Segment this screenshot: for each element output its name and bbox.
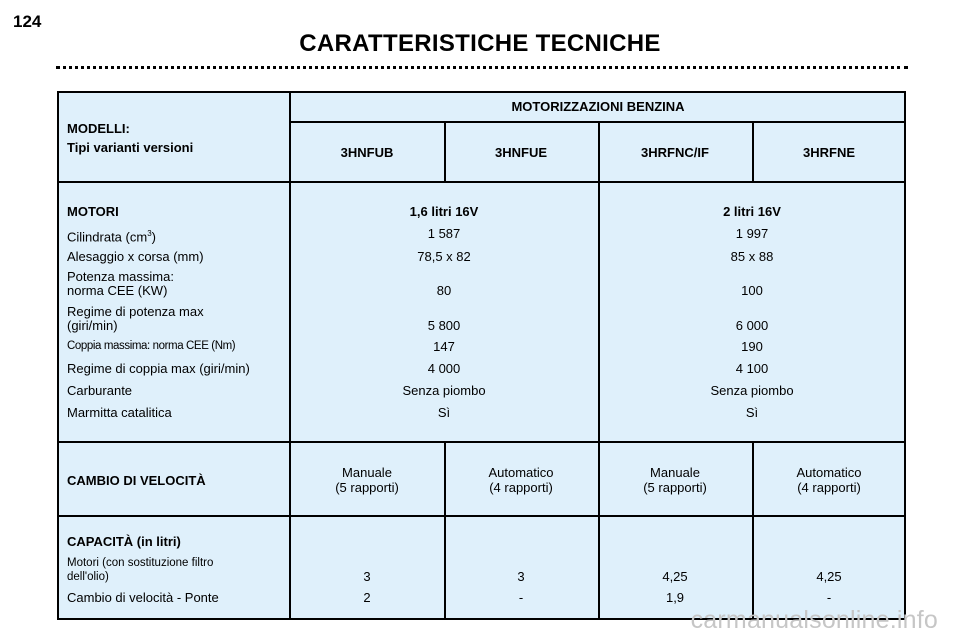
variants-label: Tipi varianti versioni <box>67 140 194 155</box>
column-header: 3HRFNC/IF <box>641 145 709 160</box>
spec-value: Sì <box>437 405 451 420</box>
capacity-label: dell'olio) <box>67 571 109 583</box>
grid-line <box>598 121 600 620</box>
spec-label: Alesaggio x corsa (mm) <box>67 249 204 264</box>
gearbox-cell: Automatico (4 rapporti) <box>796 465 862 495</box>
spec-value: 4 100 <box>735 361 769 376</box>
grid-line <box>289 93 291 620</box>
gearbox-cell: Manuale (5 rapporti) <box>643 465 707 495</box>
spec-value: 1 587 <box>427 226 461 241</box>
spec-label: Coppia massima: norma CEE (Nm) <box>67 340 236 352</box>
section-label-capacita: CAPACITÀ (in litri) <box>67 534 181 549</box>
page-number: 124 <box>13 12 42 31</box>
spec-label: (giri/min) <box>67 318 118 333</box>
gearbox-cell: Automatico (4 rapporti) <box>488 465 554 495</box>
capacity-value: 1,9 <box>665 590 685 605</box>
capacity-value: - <box>518 590 524 605</box>
capacity-value: 3 <box>517 569 525 584</box>
dotted-rule <box>56 66 908 69</box>
column-header: 3HRFNE <box>802 145 856 160</box>
capacity-value: - <box>826 590 832 605</box>
engine-1-title: 1,6 litri 16V <box>409 204 479 219</box>
capacity-label: Motori (con sostituzione filtro <box>67 557 214 569</box>
column-header: 3HNFUE <box>494 145 548 160</box>
spec-value: Senza piombo <box>402 383 486 398</box>
watermark: carmanualsonline.info <box>690 606 938 634</box>
spec-label: norma CEE (KW) <box>67 283 168 298</box>
capacity-value: 4,25 <box>662 569 688 584</box>
models-label: MODELLI: <box>67 121 130 136</box>
spec-value: 4 000 <box>427 361 461 376</box>
spec-value: 1 997 <box>735 226 769 241</box>
spec-value: Senza piombo <box>710 383 794 398</box>
spec-label: Regime di potenza max <box>67 304 204 319</box>
capacity-value: 3 <box>363 569 371 584</box>
column-header: 3HNFUB <box>340 145 394 160</box>
capacity-value: 2 <box>363 590 371 605</box>
spec-table <box>57 91 906 620</box>
spec-value: 78,5 x 82 <box>417 249 471 264</box>
spec-label: Carburante <box>67 383 133 398</box>
capacity-label: Cambio di velocità - Ponte <box>67 590 219 605</box>
spec-value: Sì <box>745 405 759 420</box>
grid-line <box>752 441 754 620</box>
grid-line <box>59 181 906 183</box>
grid-line <box>59 515 906 517</box>
section-label-cambio: CAMBIO DI VELOCITÀ <box>67 473 206 488</box>
grid-line <box>444 121 446 181</box>
spec-label: Potenza massima: <box>67 269 174 284</box>
spec-value: 6 000 <box>735 318 769 333</box>
spec-value: 190 <box>741 339 763 354</box>
engine-2-title: 2 litri 16V <box>723 204 781 219</box>
spec-value: 5 800 <box>427 318 461 333</box>
capacity-value: 4,25 <box>816 569 842 584</box>
spec-value: 85 x 88 <box>730 249 774 264</box>
spec-label: Marmitta catalitica <box>67 405 172 420</box>
group-title: MOTORIZZAZIONI BENZINA <box>511 99 685 114</box>
spec-value: 147 <box>433 339 455 354</box>
grid-line <box>59 441 906 443</box>
grid-line <box>444 441 446 620</box>
section-label-motori: MOTORI <box>67 204 119 219</box>
spec-value: 80 <box>436 283 452 298</box>
spec-label: Cilindrata $(cm^3)$ <box>67 229 156 245</box>
spec-value: 100 <box>741 283 763 298</box>
gearbox-cell: Manuale (5 rapporti) <box>335 465 399 495</box>
page-title: CARATTERISTICHE TECNICHE <box>299 30 661 57</box>
spec-label: Regime di coppia max (giri/min) <box>67 361 250 376</box>
grid-line <box>752 121 754 181</box>
